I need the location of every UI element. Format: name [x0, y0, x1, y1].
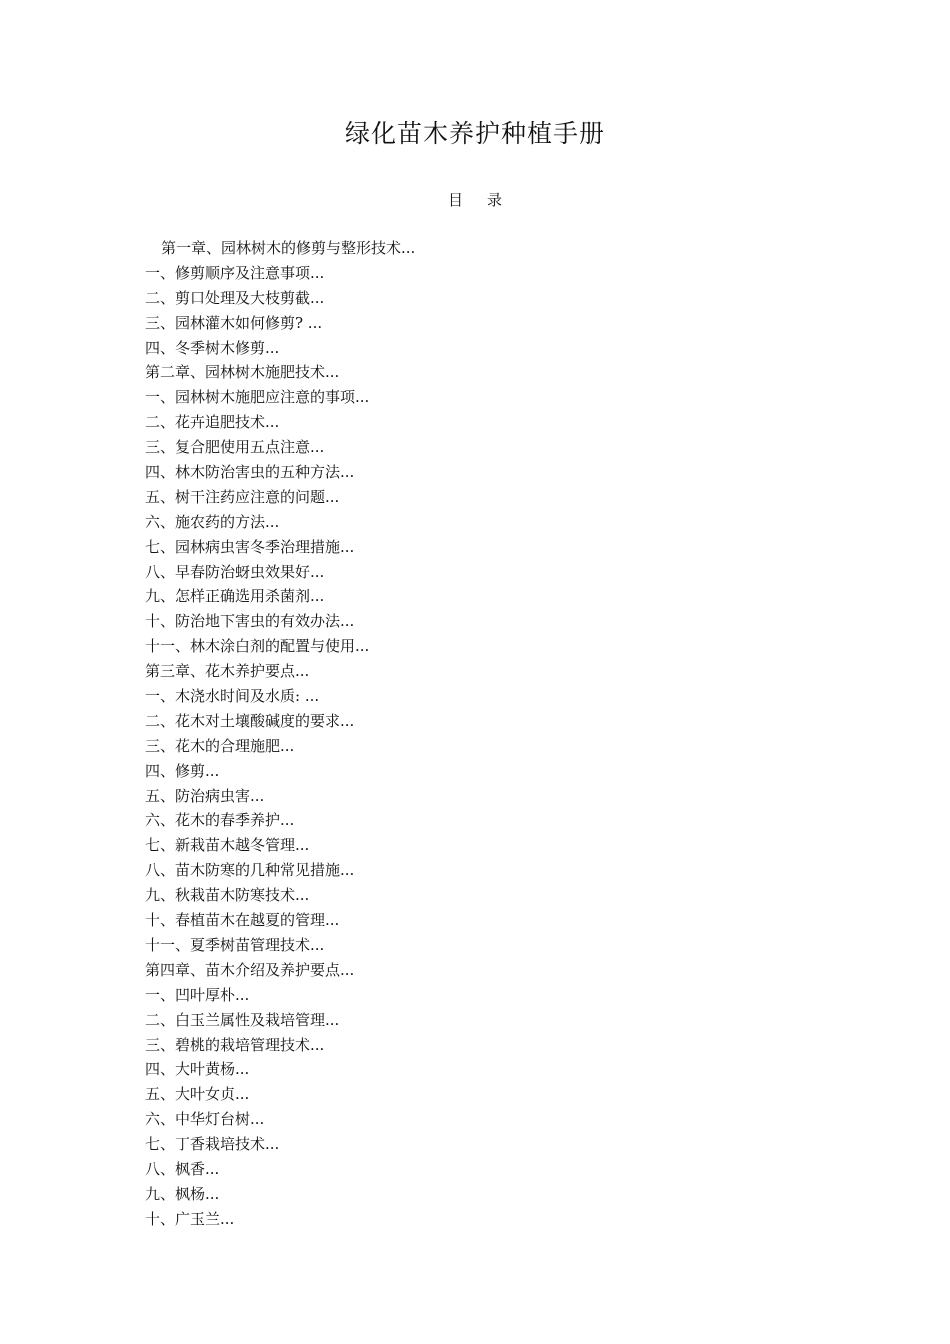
- toc-entry: 十、防治地下害虫的有效办法...: [145, 612, 355, 631]
- toc-entry: 一、木浇水时间及水质: ...: [145, 687, 320, 706]
- toc-entry: 十一、夏季树苗管理技术...: [145, 935, 325, 954]
- toc-entry: 一、凹叶厚朴...: [145, 985, 250, 1004]
- toc-entry: 一、园林树木施肥应注意的事项...: [145, 388, 370, 407]
- toc-entry: 二、花卉追肥技术...: [145, 413, 280, 432]
- toc-entry: 十、广玉兰...: [145, 1209, 235, 1228]
- toc-entry: 八、苗木防寒的几种常见措施...: [145, 861, 355, 880]
- toc-entry: 七、园林病虫害冬季治理措施...: [145, 537, 355, 556]
- toc-entry: 十一、林木涂白剂的配置与使用...: [145, 637, 370, 656]
- toc-entry: 六、花木的春季养护...: [145, 811, 295, 830]
- toc-entry: 二、白玉兰属性及栽培管理...: [145, 1010, 340, 1029]
- toc-heading: [0, 190, 950, 210]
- toc-entry: 七、新栽苗木越冬管理...: [145, 836, 310, 855]
- toc-entry: 第三章、花木养护要点...: [145, 662, 310, 681]
- document-title: 绿化苗木养护种植手册: [344, 119, 605, 148]
- table-of-contents: [145, 236, 805, 1232]
- toc-entry: 七、丁香栽培技术...: [145, 1135, 280, 1154]
- toc-entry: 三、花木的合理施肥...: [145, 736, 295, 755]
- toc-entry: 五、大叶女贞...: [145, 1085, 250, 1104]
- toc-entry: 四、修剪...: [145, 761, 220, 780]
- toc-entry: 四、冬季树木修剪...: [145, 338, 280, 357]
- toc-entry: 五、树干注药应注意的问题...: [145, 487, 340, 506]
- toc-entry: 四、大叶黄杨...: [145, 1060, 250, 1079]
- toc-entry: 十、春植苗木在越夏的管理...: [145, 911, 340, 930]
- toc-entry: 第一章、园林树木的修剪与整形技术...: [161, 239, 416, 257]
- toc-entry: 三、碧桃的栽培管理技术...: [145, 1035, 325, 1054]
- toc-entry: 六、中华灯台树...: [145, 1110, 265, 1129]
- toc-entry: 二、剪口处理及大枝剪截...: [145, 288, 325, 307]
- toc-entry: 九、枫杨...: [145, 1184, 220, 1203]
- toc-entry: 二、花木对土壤酸碱度的要求...: [145, 711, 355, 730]
- toc-entry: 四、林木防治害虫的五种方法...: [145, 463, 355, 482]
- toc-heading-char-2: 录: [487, 191, 503, 209]
- toc-entry: 六、施农药的方法...: [145, 512, 280, 531]
- toc-entry: 九、怎样正确选用杀菌剂...: [145, 587, 325, 606]
- toc-heading-char-1: 目: [447, 191, 463, 209]
- toc-entry: 三、园林灌木如何修剪? ...: [145, 313, 323, 332]
- toc-entry: 第四章、苗木介绍及养护要点...: [145, 960, 355, 979]
- toc-entry: 九、秋栽苗木防寒技术...: [145, 886, 310, 905]
- toc-entry: 八、早春防治蚜虫效果好...: [145, 562, 325, 581]
- toc-entry: 第二章、园林树木施肥技术...: [145, 363, 340, 382]
- toc-entry: 三、复合肥使用五点注意...: [145, 438, 325, 457]
- toc-entry: 八、枫香...: [145, 1159, 220, 1178]
- toc-entry: 一、修剪顺序及注意事项...: [145, 263, 325, 282]
- toc-entry: 五、防治病虫害...: [145, 786, 265, 805]
